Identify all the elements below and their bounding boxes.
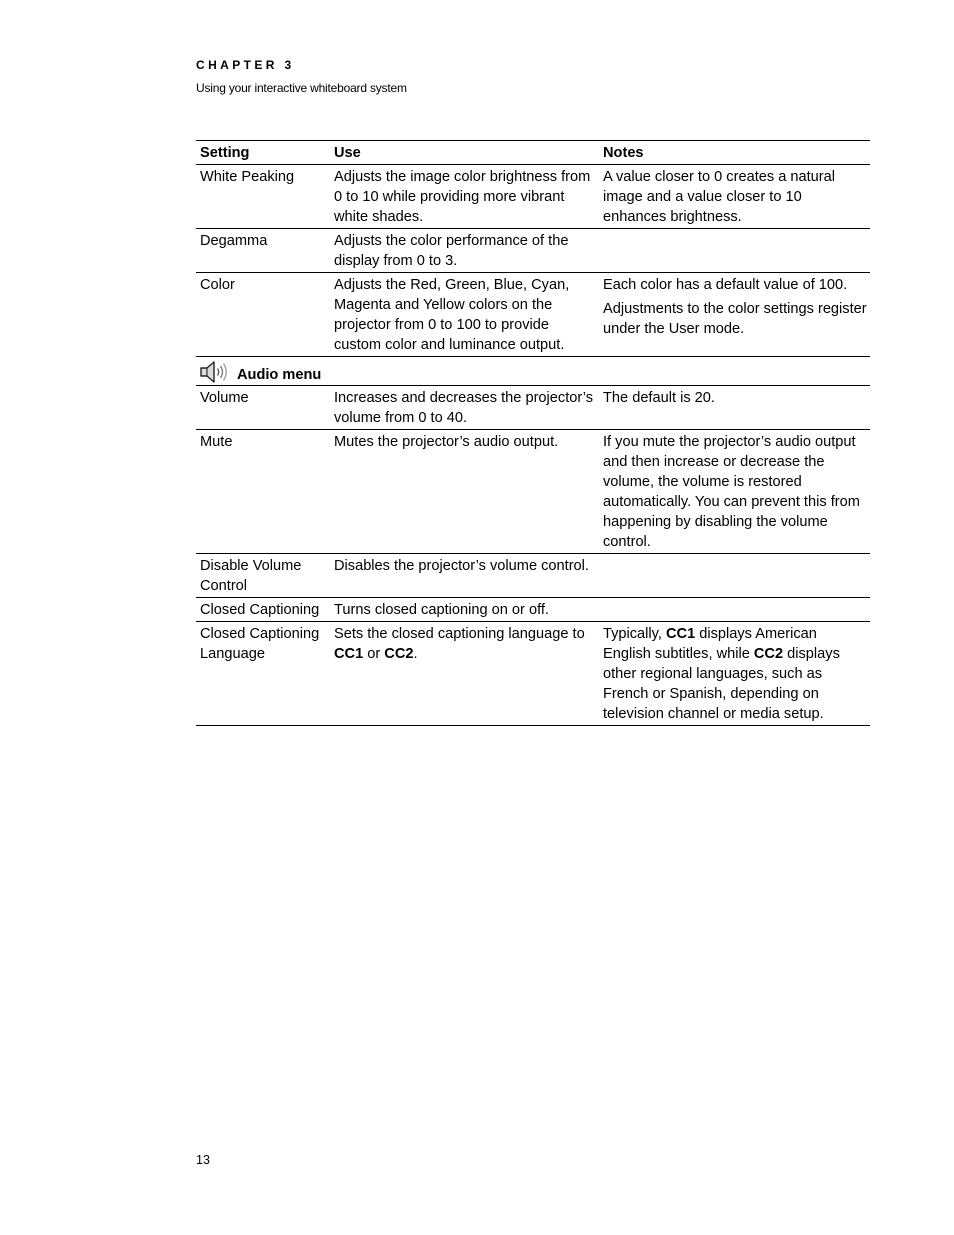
setting-cell: Disable Volume Control	[200, 558, 302, 594]
setting-cell: Mute	[200, 434, 233, 450]
setting-cell: Color	[200, 277, 235, 293]
table-row	[196, 386, 870, 430]
table-row	[196, 622, 870, 726]
setting-cell: Volume	[200, 390, 249, 406]
use-text: .	[413, 646, 418, 662]
column-header-notes: Notes	[603, 145, 644, 161]
table-row	[196, 430, 870, 554]
table-row	[196, 229, 870, 273]
notes-cell	[599, 598, 870, 621]
cc1-term: CC1	[666, 626, 696, 642]
setting-cell: Closed Captioning	[200, 602, 320, 618]
notes-cell: If you mute the projector’s audio output and then increase or decrease the volume, the volume is restored automatically. You can prevent this from happening by disabling the volume control.	[603, 434, 860, 550]
section-label: Audio menu	[237, 367, 322, 383]
column-header-setting: Setting	[200, 145, 250, 161]
setting-cell: White Peaking	[200, 169, 295, 185]
use-cell: Turns closed captioning on or off.	[334, 602, 549, 618]
use-cell: Mutes the projector’s audio output.	[334, 434, 559, 450]
notes-cell	[599, 229, 870, 272]
notes-cell	[599, 273, 870, 356]
table-row	[196, 165, 870, 229]
chapter-heading: CHAPTER 3	[196, 58, 295, 72]
use-text: Sets the closed captioning language to	[334, 626, 585, 642]
use-cell: Adjusts the color performance of the display from 0 to 3.	[334, 233, 569, 269]
use-cell	[330, 622, 599, 725]
table-row	[196, 598, 870, 622]
notes-text: displays American English subtitles, while	[603, 626, 817, 662]
cc2-term: CC2	[753, 646, 784, 662]
notes-paragraph: Adjustments to the color settings register under the User mode.	[603, 301, 867, 337]
setting-cell: Degamma	[200, 233, 268, 249]
chapter-subtitle: Using your interactive whiteboard system	[196, 81, 407, 95]
setting-cell: Closed Captioning Language	[200, 626, 320, 662]
cc1-term: CC1	[334, 646, 364, 662]
table-header-row	[196, 141, 870, 165]
use-cell: Adjusts the image color brightness from 0 to 10 while providing more vibrant white shades.	[334, 169, 591, 225]
cc2-term: CC2	[384, 646, 414, 662]
use-cell: Increases and decreases the projector’s volume from 0 to 40.	[334, 390, 594, 426]
notes-cell: The default is 20.	[603, 390, 715, 406]
speaker-icon	[199, 359, 231, 385]
column-header-use: Use	[334, 145, 361, 161]
notes-paragraph: Each color has a default value of 100.	[603, 277, 848, 293]
use-cell: Disables the projector’s volume control.	[334, 558, 589, 574]
notes-cell	[599, 622, 870, 725]
audio-menu-section-header	[196, 357, 870, 386]
notes-cell: A value closer to 0 creates a natural image and a value closer to 10 enhances brightness.	[603, 169, 836, 225]
settings-table	[196, 140, 870, 726]
notes-text: displays other regional languages, such as French or Spanish, depending on television channel or media setup.	[603, 646, 840, 722]
notes-text: Typically,	[603, 626, 666, 642]
use-cell: Adjusts the Red, Green, Blue, Cyan, Magenta and Yellow colors on the projector from 0 to 100 to provide custom color and luminance output.	[334, 277, 570, 353]
use-text: or	[363, 646, 385, 662]
notes-cell	[599, 554, 870, 597]
table-row	[196, 273, 870, 357]
page-number: 13	[196, 1153, 210, 1167]
table-row	[196, 554, 870, 598]
